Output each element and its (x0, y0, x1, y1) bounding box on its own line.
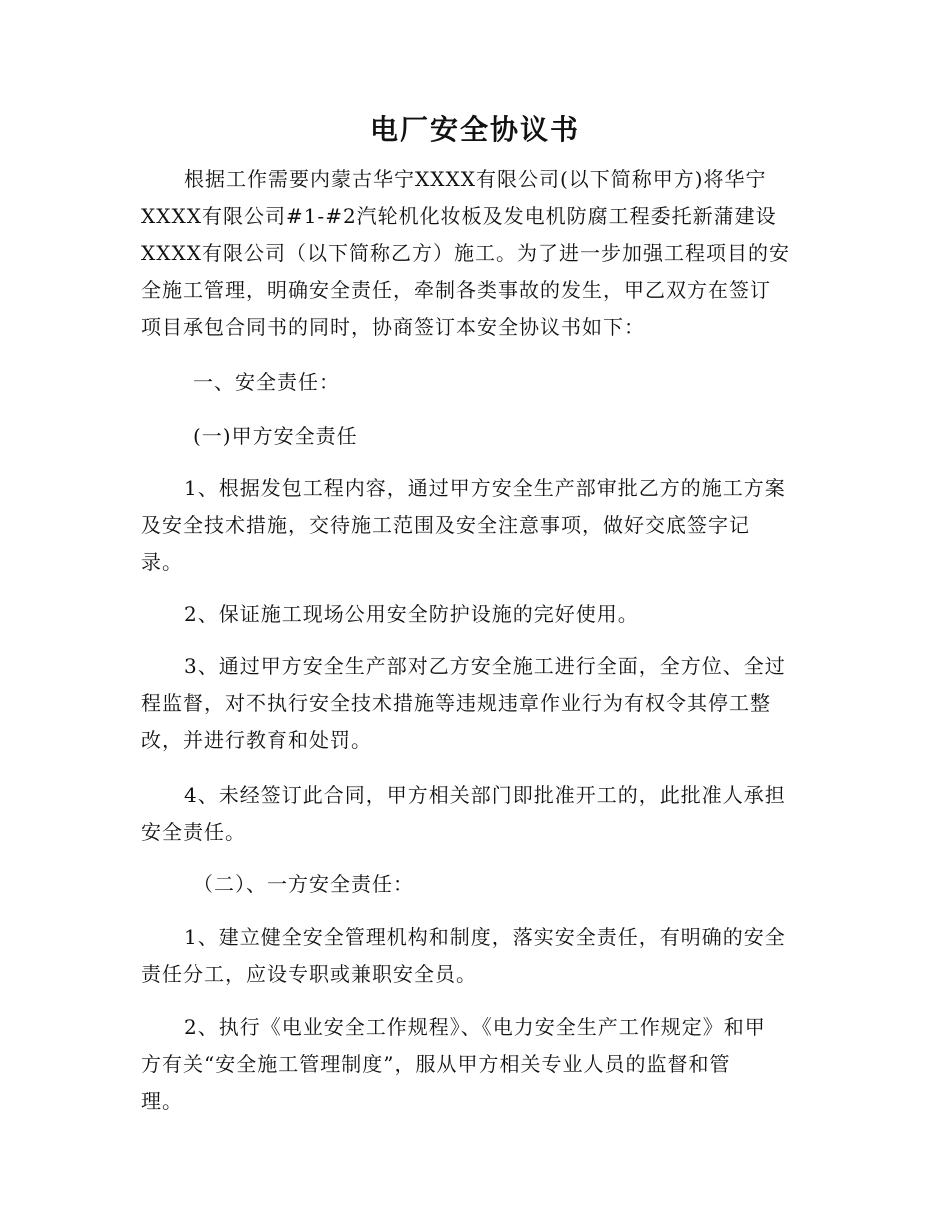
text-line: 责任分工，应设专职或兼职安全员。 (141, 962, 477, 986)
text-line: 全施工管理，明确安全责任，牵制各类事故的发生，甲乙双方在签订 (141, 278, 771, 302)
party-b-item-1 (141, 919, 811, 993)
text-line: 4、未经签订此合同，甲方相关部门即批准开工的，此批准人承担 (184, 783, 786, 807)
text-line: 程监督，对不执行安全技术措施等违规违章作业行为有权令其停工整 (141, 691, 771, 715)
text-line: 项目承包合同书的同时，协商签订本安全协议书如下： (141, 315, 645, 339)
text-line: 1、建立健全安全管理机构和制度，落实安全责任，有明确的安全 (184, 925, 786, 949)
intro-paragraph (141, 161, 811, 346)
text-line: 根据工作需要内蒙古华宁XXXX有限公司(以下简称甲方)将华宁 (184, 167, 767, 191)
party-a-item-3 (141, 648, 811, 759)
text-line: 录。 (141, 550, 183, 574)
party-a-item-4 (141, 777, 811, 851)
party-a-item-2 (141, 596, 811, 633)
party-b-item-2 (141, 1009, 811, 1120)
text-line: 2、保证施工现场公用安全防护设施的完好使用。 (184, 602, 639, 626)
subsection-heading-party-a: (一)甲方安全责任 (193, 424, 358, 448)
text-line: XXXX有限公司#1-#2汽轮机化妆板及发电机防腐工程委托新蒲建设 (141, 204, 777, 228)
document-title: 电厂安全协议书 (369, 113, 580, 146)
text-line: 2、执行《电业安全工作规程》、《电力安全生产工作规定》和甲 (184, 1015, 766, 1039)
subsection-heading-party-b: （二）、一方安全责任： (193, 872, 414, 896)
text-line: 及安全技术措施，交待施工范围及安全注意事项，做好交底签字记 (141, 513, 750, 537)
text-line: 方有关“安全施工管理制度”，服从甲方相关专业人员的监督和管 (141, 1052, 731, 1076)
text-line: 理。 (141, 1089, 183, 1113)
text-line: 3、通过甲方安全生产部对乙方安全施工进行全面，全方位、全过 (184, 654, 786, 678)
text-line: 1、根据发包工程内容，通过甲方安全生产部审批乙方的施工方案 (184, 476, 786, 500)
text-line: XXXX有限公司（以下简称乙方）施工。为了进一步加强工程项目的安 (141, 241, 790, 265)
text-line: 安全责任。 (141, 820, 246, 844)
text-line: 改，并进行教育和处罚。 (141, 728, 372, 752)
section-heading-safety-responsibility: 一、安全责任： (193, 370, 340, 394)
party-a-item-1 (141, 470, 811, 581)
